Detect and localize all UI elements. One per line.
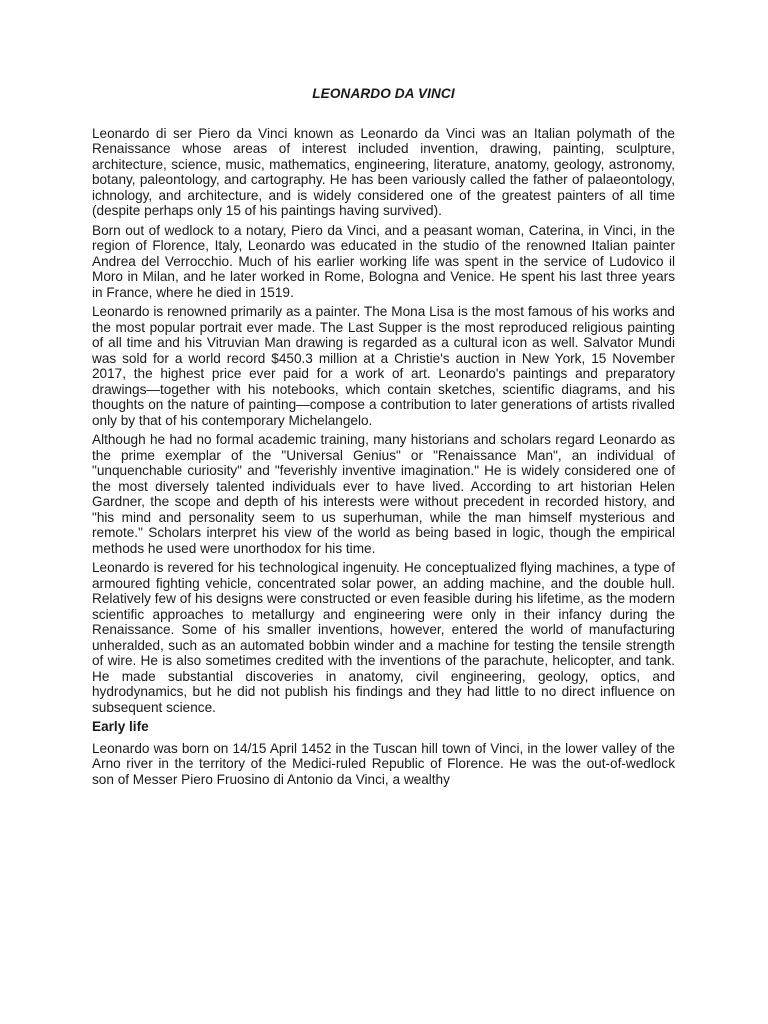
- paragraph-painter: Leonardo is renowned primarily as a painter. The Mona Lisa is the most famous of his works and the most popular portrait ever made. The Last Supper is the most reproduced religious painting of all time and his Vitruvian Man drawing is regarded as a cultural icon as well. Salvator Mundi was sold for a world record $450.3 million at a Christie's auction in New York, 15 November 2017, the highest price ever paid for a work of art. Leonardo's paintings and preparatory drawings—together with his notebooks, which contain sketches, scientific diagrams, and his thoughts on the nature of painting—compose a contribution to later generations of artists rivalled only by that of his contemporary Michelangelo.: [92, 304, 675, 428]
- section-heading-early-life: Early life: [92, 719, 149, 734]
- paragraph-genius: Although he had no formal academic training, many historians and scholars regard Leonardo as the prime exemplar of the "Universal Genius" or "Renaissance Man", an individual of "unquenchable curiosity" and "feverishly inventive imagination." He is widely considered one of the most diversely talented individuals ever to have lived. According to art historian Helen Gardner, the scope and depth of his interests were without precedent in recorded history, and "his mind and personality seem to us superhuman, while the man himself mysterious and remote." Scholars interpret his view of the world as being based in logic, though the empirical methods he used were unorthodox for his time.: [92, 432, 675, 556]
- document-title: LEONARDO DA VINCI: [312, 86, 455, 101]
- paragraph-birth: Born out of wedlock to a notary, Piero da Vinci, and a peasant woman, Caterina, in Vinci, in the region of Florence, Italy, Leonardo was educated in the studio of the renowned Italian painter Andrea del Verrocchio. Much of his earlier working life was spent in the service of Ludovico il Moro in Milan, and he later worked in Rome, Bologna and Venice. He spent his last three years in France, where he died in 1519.: [92, 222, 675, 300]
- paragraph-inventions: Leonardo is revered for his technological ingenuity. He conceptualized flying machines, a type of armoured fighting vehicle, concentrated solar power, an adding machine, and the double hull. Relatively few of his designs were constructed or even feasible during his lifetime, as the modern scientific approaches to metallurgy and engineering were only in their infancy during the Renaissance. Some of his smaller inventions, however, entered the world of manufacturing unheralded, such as an automated bobbin winder and a machine for testing the tensile strength of wire. He is also sometimes credited with the inventions of the parachute, helicopter, and tank. He made substantial discoveries in anatomy, civil engineering, geology, optics, and hydrodynamics, but he did not publish his findings and they had little to no direct influence on subsequent science.: [92, 560, 675, 715]
- paragraph-intro: Leonardo di ser Piero da Vinci known as Leonardo da Vinci was an Italian polymath of the Renaissance whose areas of interest included invention, drawing, painting, sculpture, architecture, science, music, mathematics, engineering, literature, anatomy, geology, astronomy, botany, paleontology, and cartography. He has been variously called the father of palaeontology, ichnology, and architecture, and is widely considered one of the greatest painters of all time (despite perhaps only 15 of his paintings having survived).: [92, 125, 675, 218]
- paragraph-early-life: Leonardo was born on 14/15 April 1452 in the Tuscan hill town of Vinci, in the lower valley of the Arno river in the territory of the Medici-ruled Republic of Florence. He was the out-of-wedlock son of Messer Piero Fruosino di Antonio da Vinci, a wealthy: [92, 740, 675, 787]
- document-page: [92, 86, 675, 791]
